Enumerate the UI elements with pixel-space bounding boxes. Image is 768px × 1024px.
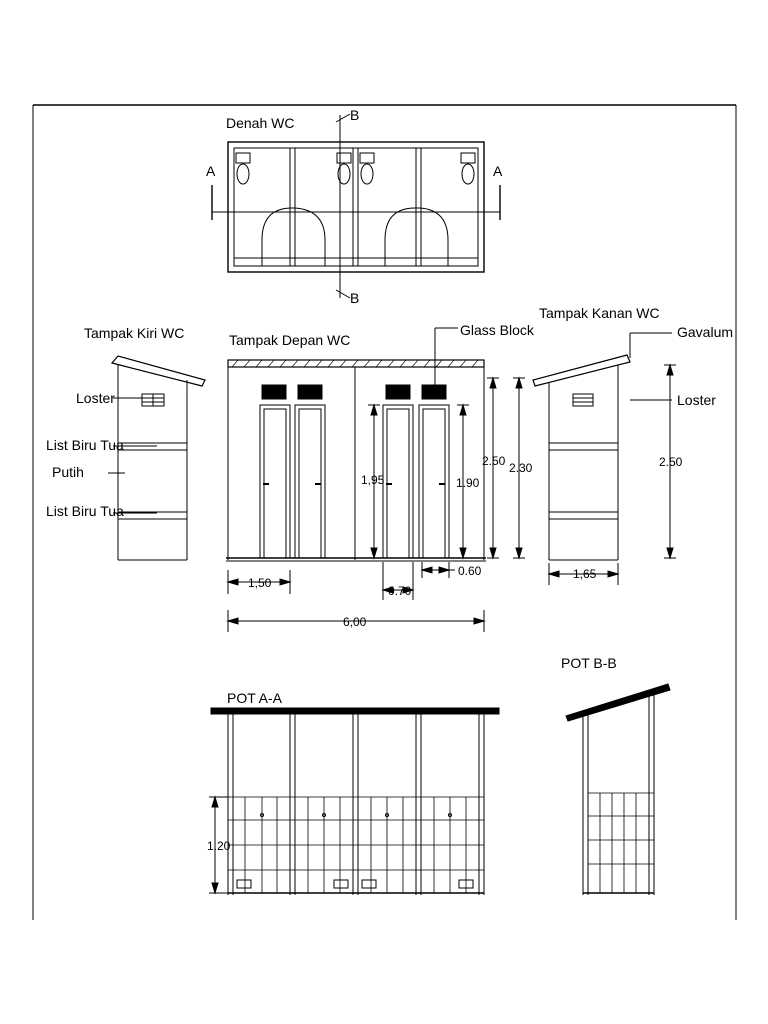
glass-block-label: Glass Block — [460, 322, 534, 338]
left-elevation — [46, 325, 205, 560]
section-b-tiles — [583, 793, 654, 893]
right-view-title: Tampak Kanan WC — [539, 305, 660, 321]
toilet-fixtures — [236, 153, 475, 184]
section-line-a — [212, 185, 500, 220]
dim-left-door-width: 1,50 — [248, 576, 272, 590]
left-leaders — [108, 398, 157, 513]
loster-label-left: Loster — [76, 390, 115, 406]
dim-door-width: 0.70 — [388, 584, 412, 598]
section-b-b — [561, 655, 670, 895]
dim-right-view-width: 1,65 — [573, 567, 597, 581]
section-marker-b-bottom: B — [350, 290, 360, 306]
dim-front-height-b: 2.30 — [509, 461, 533, 475]
front-elevation — [226, 322, 535, 632]
section-a-a — [207, 690, 499, 895]
list-biru-tua-bottom-label: List Biru Tua — [46, 503, 124, 519]
dim-door-height-left: 1,95 — [361, 473, 385, 487]
section-a-columns — [228, 714, 484, 895]
right-elevation — [533, 305, 733, 585]
section-b-title: POT B-B — [561, 655, 617, 671]
dim-tile-height: 1.20 — [207, 839, 231, 853]
dim-right-view-height: 2.50 — [659, 455, 683, 469]
dim-right-door-width: 0.60 — [458, 564, 482, 578]
right-dims — [549, 365, 676, 585]
plan-view — [206, 107, 503, 306]
section-a-fixtures — [237, 814, 473, 889]
dim-door-height-right: 1.90 — [456, 476, 480, 490]
loster-vent-right — [573, 394, 593, 406]
left-view-title: Tampak Kiri WC — [84, 325, 185, 341]
dim-total-width: 6,00 — [343, 615, 367, 629]
loster-label-right: Loster — [677, 392, 716, 408]
plan-partitions — [234, 148, 478, 266]
section-a-tiles — [228, 797, 484, 893]
front-view-title: Tampak Depan WC — [229, 332, 351, 348]
gavalum-label: Gavalum — [677, 324, 734, 340]
section-a-title: POT A-A — [227, 690, 282, 706]
list-biru-tua-top-label: List Biru Tua — [46, 437, 124, 453]
plan-title: Denah WC — [226, 115, 295, 131]
section-marker-a-right: A — [493, 163, 503, 179]
glass-block-openings — [262, 385, 446, 399]
putih-label: Putih — [52, 464, 84, 480]
dim-front-height-a: 2.50 — [482, 454, 506, 468]
loster-vent-left — [142, 394, 164, 406]
roof-hatch — [232, 360, 478, 367]
section-marker-a-left: A — [206, 163, 216, 179]
section-marker-b-top: B — [350, 107, 360, 123]
